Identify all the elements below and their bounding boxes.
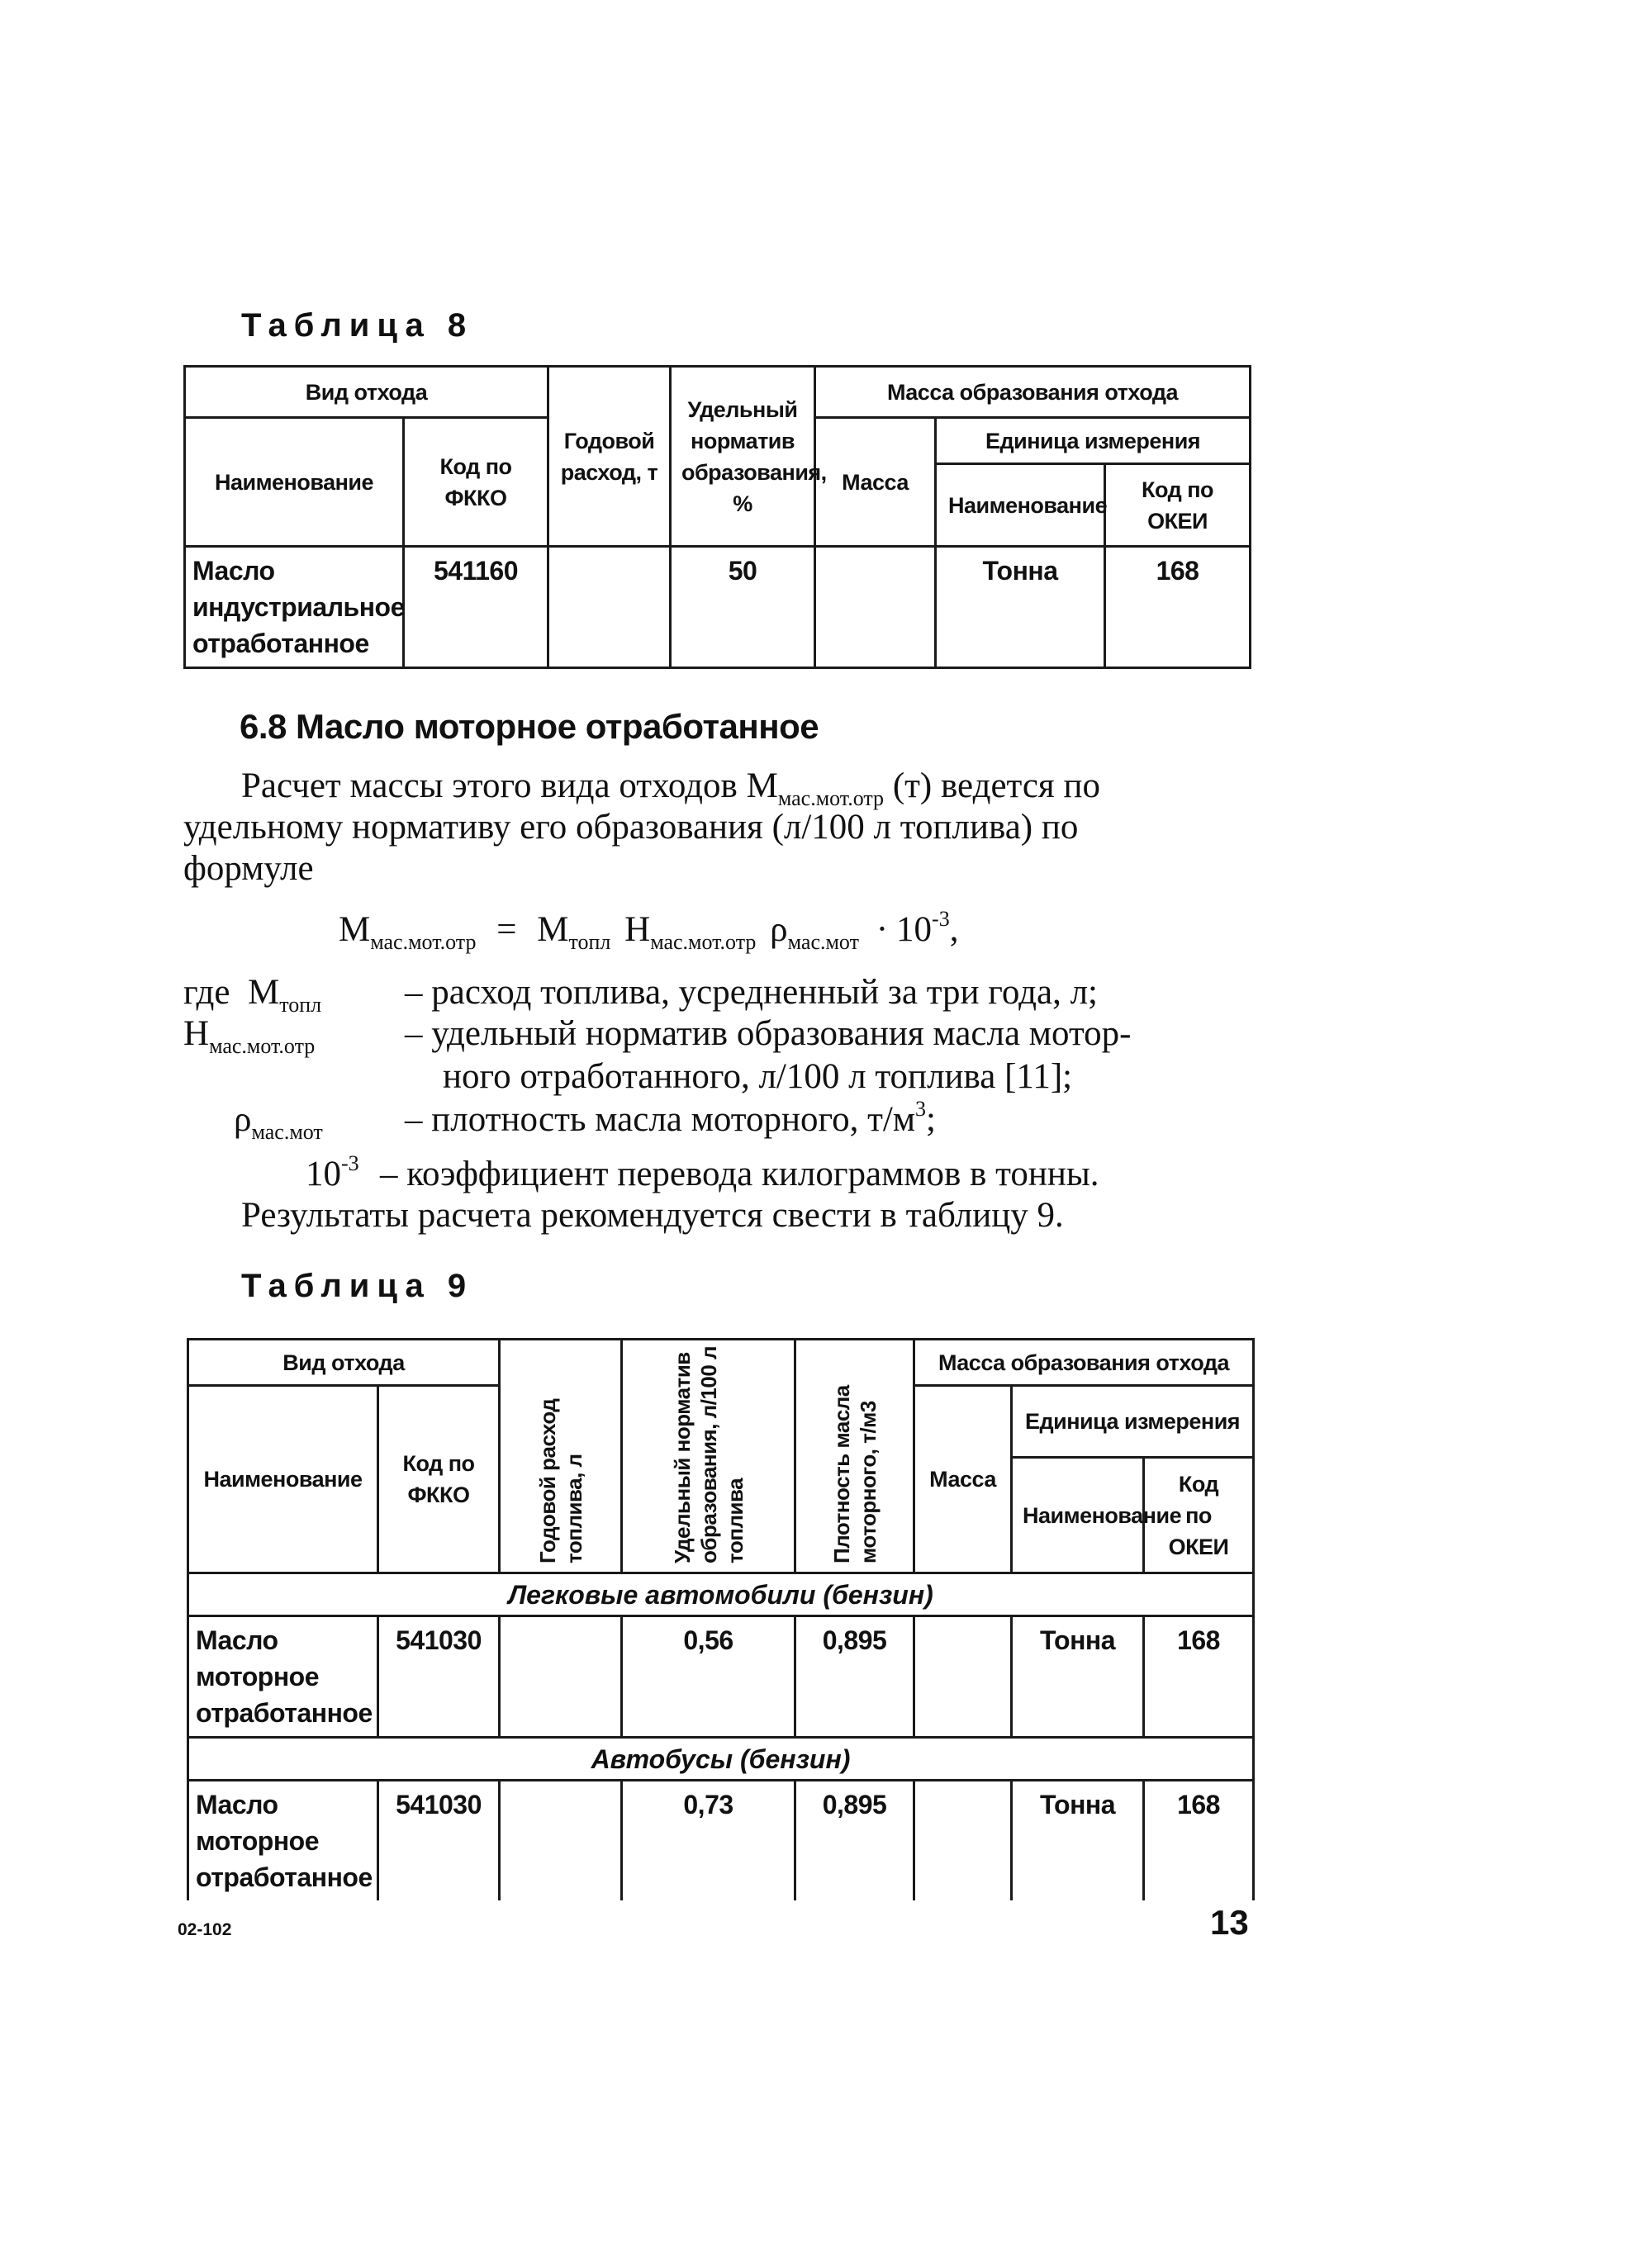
section-heading: 6.8 Масло моторное отработанное (240, 707, 819, 746)
conclusion: Результаты расчета рекомендуется свести в таблицу 9. (241, 1196, 1064, 1235)
row-code: 541030 (378, 1781, 500, 1901)
paragraph-line-3: формуле (183, 849, 314, 888)
footer-code: 02-102 (178, 1920, 232, 1939)
header-mass: Масса (815, 418, 936, 547)
row-name: Масло моторное отработанное (188, 1781, 378, 1901)
header-unit-name: Наименование (936, 464, 1105, 547)
definition-3-text: – плотность масла моторного, $т/м^3$; (405, 1097, 936, 1139)
row-norm: 0,73 (622, 1781, 795, 1901)
row-unit-name: Тонна (1012, 1616, 1144, 1738)
row-density: 0,895 (795, 1781, 914, 1901)
group-title: Автобусы (бензин) (188, 1738, 1254, 1781)
header-mass-group: Масса образования отхода (815, 367, 1251, 418)
definition-3: $\rho_{мас.мот}$ (234, 1100, 323, 1144)
header-code-okei: Код по ОКЕИ (1144, 1458, 1254, 1573)
formula: $М_{мас.мот.отр} = М_{топл}$ $Н_{мас.мот.отр}$ $\rho_{мас.мот} \cdot 10^{-3}$, (339, 907, 959, 954)
header-name: Наименование (185, 418, 404, 547)
row-norm: 0,56 (622, 1616, 795, 1738)
header-annual-use: Годовой расход, т (548, 367, 671, 547)
header-code-fkko: Код по ФККО (378, 1386, 500, 1573)
row-unit-name: Тонна (936, 547, 1105, 668)
header-mass-group: Масса образования отхода (914, 1340, 1254, 1386)
row-okei: 168 (1144, 1781, 1254, 1901)
header-unit-name: Наименование (1012, 1458, 1144, 1573)
header-unit: Единица измерения (1012, 1386, 1254, 1458)
row-okei: 168 (1144, 1616, 1254, 1738)
header-mass: Масса (914, 1386, 1012, 1573)
table8-caption: Таблица 8 (241, 307, 474, 344)
row-fuel (500, 1781, 622, 1901)
row-annual-use (548, 547, 671, 668)
row-mass (815, 547, 936, 668)
row-name: Масло индустриальное отработанное (185, 547, 404, 668)
row-density: 0,895 (795, 1616, 914, 1738)
header-name: Наименование (188, 1386, 378, 1573)
header-code-okei: Код по ОКЕИ (1105, 464, 1251, 547)
row-mass (914, 1781, 1012, 1901)
definition-4: $10^{-3}$ (306, 1151, 359, 1193)
header-annual-fuel: Годовой расход топлива, л (500, 1340, 622, 1573)
paragraph-line-1: Расчет массы этого вида отходов $М_{мас.мот.отр}$ (т) ведется по (241, 766, 1100, 810)
row-mass (914, 1616, 1012, 1738)
definition-2-text-1: – удельный норматив образования масла мотор- (405, 1014, 1132, 1053)
header-specific-norm: Удельный норматив образования, л/100 л топлива (622, 1340, 795, 1573)
row-norm: 50 (671, 547, 815, 668)
page-number: 13 (1210, 1903, 1249, 1942)
row-name: Масло моторное отработанное (188, 1616, 378, 1738)
definition-2-text-2: ного отработанного, л/100 л топлива [11]; (443, 1057, 1073, 1096)
table8 (183, 365, 1251, 669)
header-density: Плотность масла моторного, т/м3 (795, 1340, 914, 1573)
header-code-fkko: Код по ФККО (404, 418, 548, 547)
table9-caption: Таблица 9 (241, 1268, 474, 1304)
row-unit-name: Тонна (1012, 1781, 1144, 1901)
definition-1: где $М_{топл}$ (183, 973, 322, 1017)
row-okei: 168 (1105, 547, 1251, 668)
definition-4-text: – коэффициент перевода килограммов в тонны. (380, 1155, 1099, 1193)
table9 (187, 1338, 1255, 1900)
row-code: 541030 (378, 1616, 500, 1738)
header-waste-type: Вид отхода (185, 367, 548, 418)
definition-2: $Н_{мас.мот.отр}$ (183, 1014, 316, 1058)
definition-1-text: – расход топлива, усредненный за три года, л; (405, 973, 1098, 1012)
row-fuel (500, 1616, 622, 1738)
paragraph-line-2: удельному нормативу его образования (л/100 л топлива) по (183, 808, 1079, 847)
group-title: Легковые автомобили (бензин) (188, 1573, 1254, 1616)
row-code: 541160 (404, 547, 548, 668)
header-unit: Единица измерения (936, 418, 1251, 464)
header-waste-type: Вид отхода (188, 1340, 500, 1386)
header-specific-norm: Удельный норматив образования, % (671, 367, 815, 547)
